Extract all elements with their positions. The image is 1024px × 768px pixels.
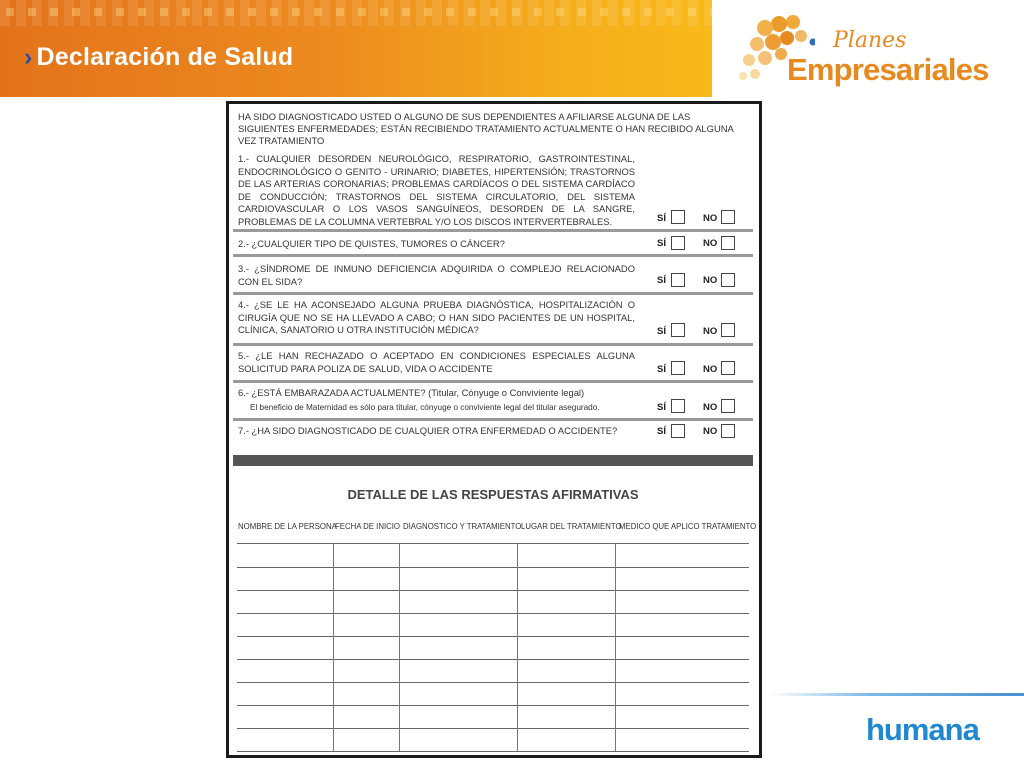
yes-label: SÍ <box>657 364 666 375</box>
question-5: 5.- ¿LE HAN RECHAZADO O ACEPTADO EN CONDICIONES ESPECIALES ALGUNA SOLICITUD PARA POLIZA DE SALUD, VIDA O ACCIDENTE <box>238 350 635 374</box>
planes-empresariales-logo <box>735 12 1005 97</box>
q6-yes-checkbox[interactable] <box>671 399 685 413</box>
q3-no-checkbox[interactable] <box>721 273 735 287</box>
no-label: NO <box>703 275 718 286</box>
col-header-medico: MEDICO QUE APLICO TRATAMIENTO <box>619 522 757 531</box>
health-declaration-form <box>226 101 762 758</box>
q1-no-checkbox[interactable] <box>721 210 735 224</box>
question-4: 4.- ¿SE LE HA ACONSEJADO ALGUNA PRUEBA DIAGNÓSTICA, HOSPITALIZACIÓN O CIRUGÍA QUE NO SE HA LLEVADO A CABO; O HAN SIDO PACIENTES DE UN HOSPITAL, CLÍNICA, SANATORIO U OTRA INSTITUCIÓN MÉDICA? <box>238 299 635 335</box>
q2-yes-checkbox[interactable] <box>671 236 685 250</box>
q4-yes-checkbox[interactable] <box>671 323 685 337</box>
q3-yes-checkbox[interactable] <box>671 273 685 287</box>
table-row-line <box>237 543 749 544</box>
table-row-line <box>237 682 749 683</box>
divider <box>233 380 753 383</box>
logo-main-text: Empresariales <box>787 52 989 87</box>
divider <box>233 292 753 295</box>
table-row-line <box>237 728 749 729</box>
form-inner <box>233 106 757 753</box>
question-6-note: El beneficio de Maternidad es sólo para titular, cónyuge o conviviente legal del titular asegurado. <box>250 402 600 412</box>
yes-label: SÍ <box>657 326 666 337</box>
no-label: NO <box>703 364 718 375</box>
q5-no-checkbox[interactable] <box>721 361 735 375</box>
divider <box>233 418 753 421</box>
no-label: NO <box>703 402 718 413</box>
q5-yes-checkbox[interactable] <box>671 361 685 375</box>
yes-label: SÍ <box>657 402 666 413</box>
question-3: 3.- ¿SÍNDROME DE INMUNO DEFICIENCIA ADQUIRIDA O COMPLEJO RELACIONADO CON EL SIDA? <box>238 263 635 287</box>
q1-yes-checkbox[interactable] <box>671 210 685 224</box>
divider <box>233 254 753 257</box>
chevron-right-icon: › <box>24 43 33 71</box>
col-header-lugar: LUGAR DEL TRATAMIENTO <box>521 522 622 531</box>
divider <box>233 343 753 346</box>
question-7: 7.- ¿HA SIDO DIAGNOSTICADO DE CUALQUIER OTRA ENFERMEDAD O ACCIDENTE? <box>238 425 618 436</box>
q7-no-checkbox[interactable] <box>721 424 735 438</box>
no-label: NO <box>703 213 718 224</box>
yes-label: SÍ <box>657 238 666 249</box>
detail-title: DETALLE DE LAS RESPUESTAS AFIRMATIVAS <box>347 487 639 502</box>
table-row-line <box>237 567 749 568</box>
form-intro: HA SIDO DIAGNOSTICADO USTED O ALGUNO DE SUS DEPENDIENTES A AFILIARSE ALGUNA DE LAS SIGUIENTES ENFERMEDADES; ESTÁN RECIBIENDO TRATAMIENTO ACTUALMENTE O HAN RECIBIDO ALGUNA VEZ TRATAMIENTO <box>238 111 734 146</box>
humana-logo: humana <box>866 712 979 747</box>
table-col-line <box>615 543 616 751</box>
question-6-text: 6.- ¿ESTÁ EMBARAZADA ACTUALMENTE? (Titular, Cónyuge o Conviviente legal) <box>238 387 585 398</box>
col-header-diagnostico: DIAGNOSTICO Y TRATAMIENTO <box>403 522 522 531</box>
table-col-line <box>517 543 518 751</box>
yes-label: SÍ <box>657 213 666 224</box>
q6-no-checkbox[interactable] <box>721 399 735 413</box>
col-header-nombre: NOMBRE DE LA PERSONA <box>238 522 337 531</box>
yes-label: SÍ <box>657 275 666 286</box>
divider <box>233 229 753 232</box>
q4-no-checkbox[interactable] <box>721 323 735 337</box>
banner-pattern-2 <box>0 8 712 16</box>
q7-yes-checkbox[interactable] <box>671 424 685 438</box>
table-row-line <box>237 590 749 591</box>
table-row-line <box>237 613 749 614</box>
q2-no-checkbox[interactable] <box>721 236 735 250</box>
yes-label: SÍ <box>657 426 666 437</box>
table-row-line <box>237 751 749 752</box>
header-banner <box>0 0 712 97</box>
question-6 <box>238 387 635 414</box>
section-separator <box>233 455 753 466</box>
decorative-line <box>770 693 1024 696</box>
logo-script-text: Planes <box>833 28 907 53</box>
table-col-line <box>333 543 334 751</box>
page-title <box>24 43 293 72</box>
table-row-line <box>237 659 749 660</box>
col-header-fecha: FECHA DE INICIO <box>335 522 400 531</box>
table-row-line <box>237 705 749 706</box>
no-label: NO <box>703 238 718 249</box>
no-label: NO <box>703 426 718 437</box>
page-title-text: Declaración de Salud <box>36 43 294 71</box>
question-1: 1.- CUALQUIER DESORDEN NEUROLÓGICO, RESPIRATORIO, GASTROINTESTINAL, ENDOCRINOLÓGICO O GENITO - URINARIO; DIABETES, HIPERTENSIÓN; TRASTORNOS DE LAS ARTERIAS CORONARIAS; PROBLEMAS CARDÍACOS O DEL SISTEMA CARDÍACO DE CONDUCCIÓN; TRASTORNOS DEL SISTEMA CIRCULATORIO, DEL SISTEMA CARDIOVASCULAR O LOS VASOS SANGUÍNEOS, DESORDEN DE LA SANGRE, PROBLEMAS DE LA COLUMNA VERTEBRAL Y/O LOS DISCOS INTERVERTEBRALES. <box>238 153 635 227</box>
question-2: 2.- ¿CUALQUIER TIPO DE QUISTES, TUMORES O CÁNCER? <box>238 238 505 249</box>
table-col-line <box>399 543 400 751</box>
table-row-line <box>237 636 749 637</box>
no-label: NO <box>703 326 718 337</box>
